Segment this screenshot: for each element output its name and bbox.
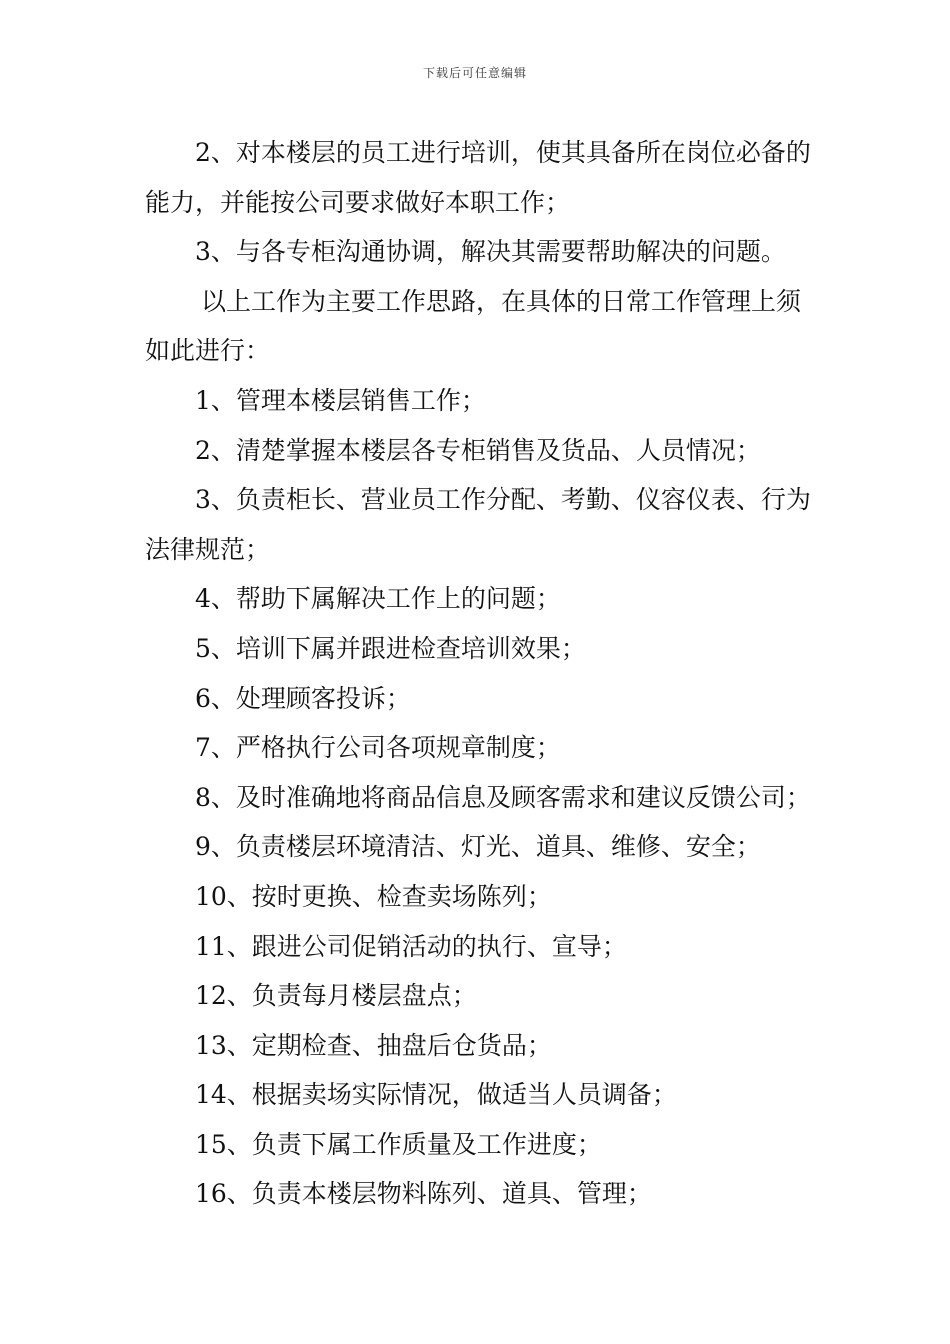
list-item-7: 7、严格执行公司各项规章制度；	[195, 733, 561, 763]
list-item-3: 3、负责柜长、营业员工作分配、考勤、仪容仪表、行为法律规范；	[145, 485, 811, 564]
document-body	[145, 128, 815, 1219]
list-item-15: 15、负责下属工作质量及工作进度；	[195, 1129, 602, 1159]
list-item-12: 12、负责每月楼层盘点；	[195, 981, 477, 1011]
list-item-8: 8、及时准确地将商品信息及顾客需求和建议反馈公司；	[195, 782, 811, 812]
list-item-6: 6、处理顾客投诉；	[195, 683, 411, 713]
list-item-16: 16、负责本楼层物料陈列、道具、管理；	[195, 1179, 652, 1209]
list-item-5: 5、培训下属并跟进检查培训效果；	[195, 633, 586, 663]
page-header-note: 下载后可任意编辑	[422, 66, 527, 80]
list-item-9: 9、负责楼层环境清洁、灯光、道具、维修、安全；	[195, 832, 761, 862]
list-item-11: 11、跟进公司促销活动的执行、宣导；	[195, 931, 627, 961]
paragraph-3: 以上工作为主要工作思路，在具体的日常工作管理上须如此进行：	[145, 286, 802, 366]
paragraph-1: 2、对本楼层的员工进行培训，使其具备所在岗位必备的能力，并能按公司要求做好本职工作；	[145, 138, 811, 217]
list-item-2: 2、清楚掌握本楼层各专柜销售及货品、人员情况；	[195, 435, 761, 465]
paragraph-2: 3、与各专柜沟通协调，解决其需要帮助解决的问题。	[195, 237, 786, 267]
list-item-4: 4、帮助下属解决工作上的问题；	[195, 584, 561, 614]
list-item-14: 14、根据卖场实际情况，做适当人员调备；	[195, 1080, 677, 1110]
list-item-1: 1、管理本楼层销售工作；	[195, 385, 486, 415]
list-item-13: 13、定期检查、抽盘后仓货品；	[195, 1030, 552, 1060]
list-item-10: 10、按时更换、检查卖场陈列；	[195, 881, 552, 911]
